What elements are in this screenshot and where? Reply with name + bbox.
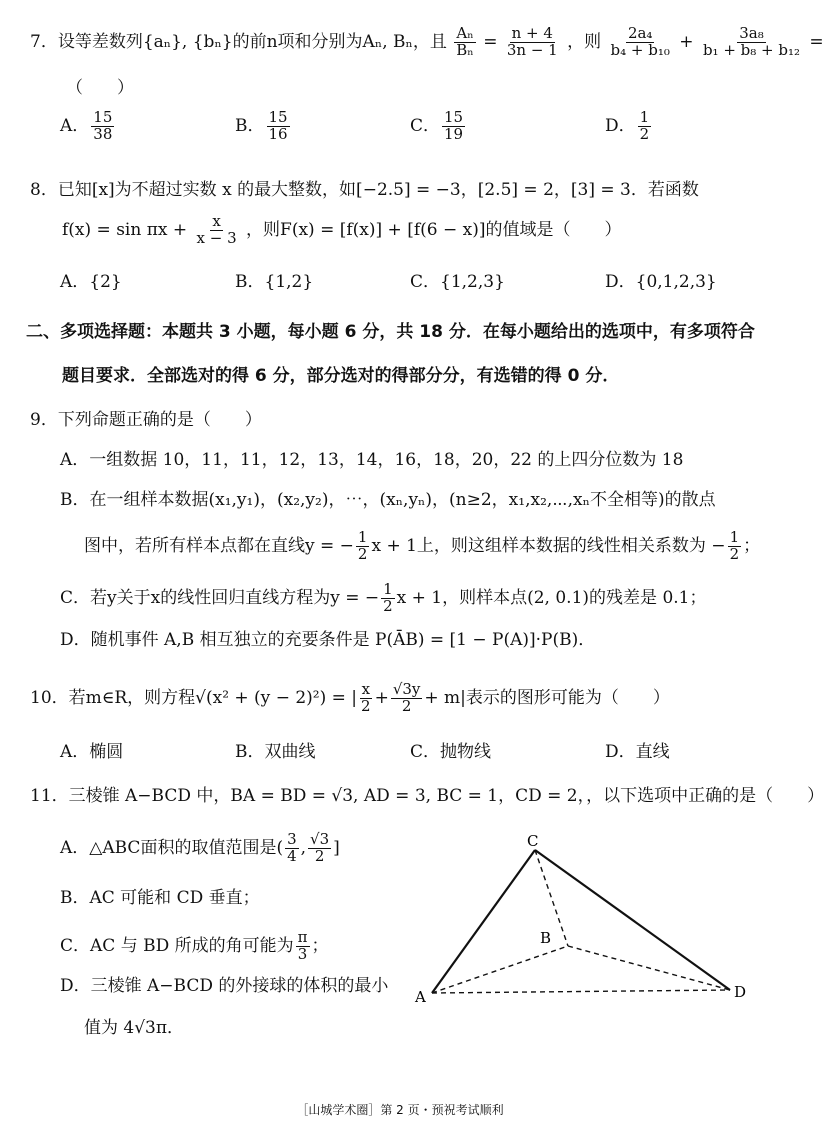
q10-option-a: A．椭圆 — [60, 742, 124, 762]
q10-option-d: D．直线 — [605, 742, 670, 762]
q8-option-b: B．{1,2} — [235, 272, 314, 292]
q8-function-fraction: $\frac{x}{x - 3}$ — [196, 212, 237, 247]
q10-stem: 10．若m∈R，则方程√(x² + (y − 2)²) = | $\frac{x}{2}$ + $\frac{√3y}{2}$ + m|表示的图形可能为（ ） — [30, 680, 670, 715]
q9-stem: 9．下列命题正确的是（ ） — [30, 410, 262, 430]
q11-stem: 11．三棱锥 A−BCD 中，BA = BD = √3, AD = 3, BC = 1，CD = 2，，以下选项中正确的是（ ） — [30, 786, 824, 806]
tetrahedron-figure — [405, 830, 785, 1020]
q7-option-c: C． $\frac{15}{19}$ — [410, 108, 464, 143]
q9-option-b-line1: B．在一组样本数据(x₁,y₁)，(x₂,y₂)，⋯，(xₙ,yₙ)，(n≥2，x₁,x₂,⋯,xₙ不全相等)的散点 — [60, 490, 716, 510]
q10-option-c: C．抛物线 — [410, 742, 492, 762]
vertex-label-c: C — [527, 832, 539, 850]
q7-term2-fraction: $\frac{\text{3a₈}}{\text{b₁ + b₈ + b₁₂}}$ — [702, 24, 801, 59]
q9-option-c: C．若y关于x的线性回归直线方程为y = − $\frac{1}{2}$ x + 1，则样本点(2, 0.1)的残差是 0.1； — [60, 580, 707, 615]
section-2-heading-line2: 题目要求．全部选对的得 6 分，部分选对的得部分分，有选错的得 0 分． — [62, 366, 620, 386]
vertex-label-b: B — [540, 929, 552, 947]
q7-ratio-fraction: $\frac{\text{Aₙ}}{\text{Bₙ}}$ — [456, 24, 474, 59]
q7-rhs-fraction: $\frac{n + 4}{3n - 1}$ — [506, 24, 558, 59]
q7-term1-fraction: $\frac{\text{2a₄}}{\text{b₄ + b₁₀}}$ — [610, 24, 670, 59]
q11-option-d-line1: D．三棱锥 A−BCD 的外接球的体积的最小 — [60, 976, 389, 996]
q7-stem: 7．设等差数列{aₙ}, {bₙ}的前n项和分别为Aₙ, Bₙ，且 — [30, 31, 447, 52]
q9-option-b-line2: 图中，若所有样本点都在直线y = − $\frac{1}{2}$ x + 1上，则这组样本数据的线性相关系数为 − $\frac{1}{2}$ ； — [84, 528, 761, 563]
q11-option-a: A．△ABC面积的取值范围是( $\frac{3}{4}$ , $\frac{√3}{2}$ ] — [60, 830, 340, 865]
q8-option-c: C．{1,2,3} — [410, 272, 505, 292]
q7-paren: （ ） — [66, 78, 134, 98]
edge-bd — [568, 946, 730, 990]
q11-option-d-line2: 值为 4√3π． — [84, 1018, 185, 1038]
q10-option-b: B．双曲线 — [235, 742, 316, 762]
edge-ab — [432, 946, 568, 993]
q8-stem-line1: 8．已知[x]为不超过实数 x 的最大整数，如[−2.5] = −3，[2.5] = 2，[3] = 3．若函数 — [30, 180, 699, 200]
q7-option-a: A． $\frac{15}{38}$ — [60, 108, 113, 143]
edge-ad — [432, 990, 730, 993]
q9-option-a: A．一组数据 10，11，11，12，13，14，16，18，20，22 的上四分位数为 18 — [60, 450, 684, 470]
page-footer: ［山城学术圈］第 2 页・预祝考试顺利 — [296, 1103, 504, 1117]
vertex-label-a: A — [415, 988, 426, 1006]
section-2-heading-line1: 二、多项选择题：本题共 3 小题，每小题 6 分，共 18 分．在每小题给出的选项中，有多项符合 — [26, 322, 755, 342]
q7-stem-line: 7．设等差数列{aₙ}, {bₙ}的前n项和分别为Aₙ, Bₙ，且 $\frac{\text{Aₙ}}{\text{Bₙ}}$ = $\frac{n + 4}{3n - 1}$ ，则 $\frac{\text{2a₄}}{\text{b₄ + b₁₀}}$ + $\frac{\text{3a₈}}{\text{b₁ + b₈ + b₁₂}}$ = — [30, 24, 824, 59]
q7-option-d: D． $\frac{1}{2}$ — [605, 108, 650, 143]
q7-option-b: B． $\frac{15}{16}$ — [235, 108, 288, 143]
q11-option-c: C．AC 与 BD 所成的角可能为 $\frac{\pi}{3}$ ； — [60, 928, 329, 963]
edge-cd — [535, 850, 730, 990]
q8-option-d: D．{0,1,2,3} — [605, 272, 717, 292]
edge-ac — [432, 850, 535, 993]
q9-option-d: D．随机事件 A,B 相互独立的充要条件是 P(ĀB) = [1 − P(A)]·P(B)． — [60, 630, 596, 650]
q11-option-b: B．AC 可能和 CD 垂直； — [60, 888, 260, 908]
q8-stem-line2: f(x) = sin πx + $\frac{x}{x - 3}$ ，则F(x) = [f(x)] + [f(6 − x)]的值域是（ ） — [62, 212, 622, 247]
vertex-label-d: D — [734, 983, 747, 1001]
q8-option-a: A．{2} — [60, 272, 122, 292]
